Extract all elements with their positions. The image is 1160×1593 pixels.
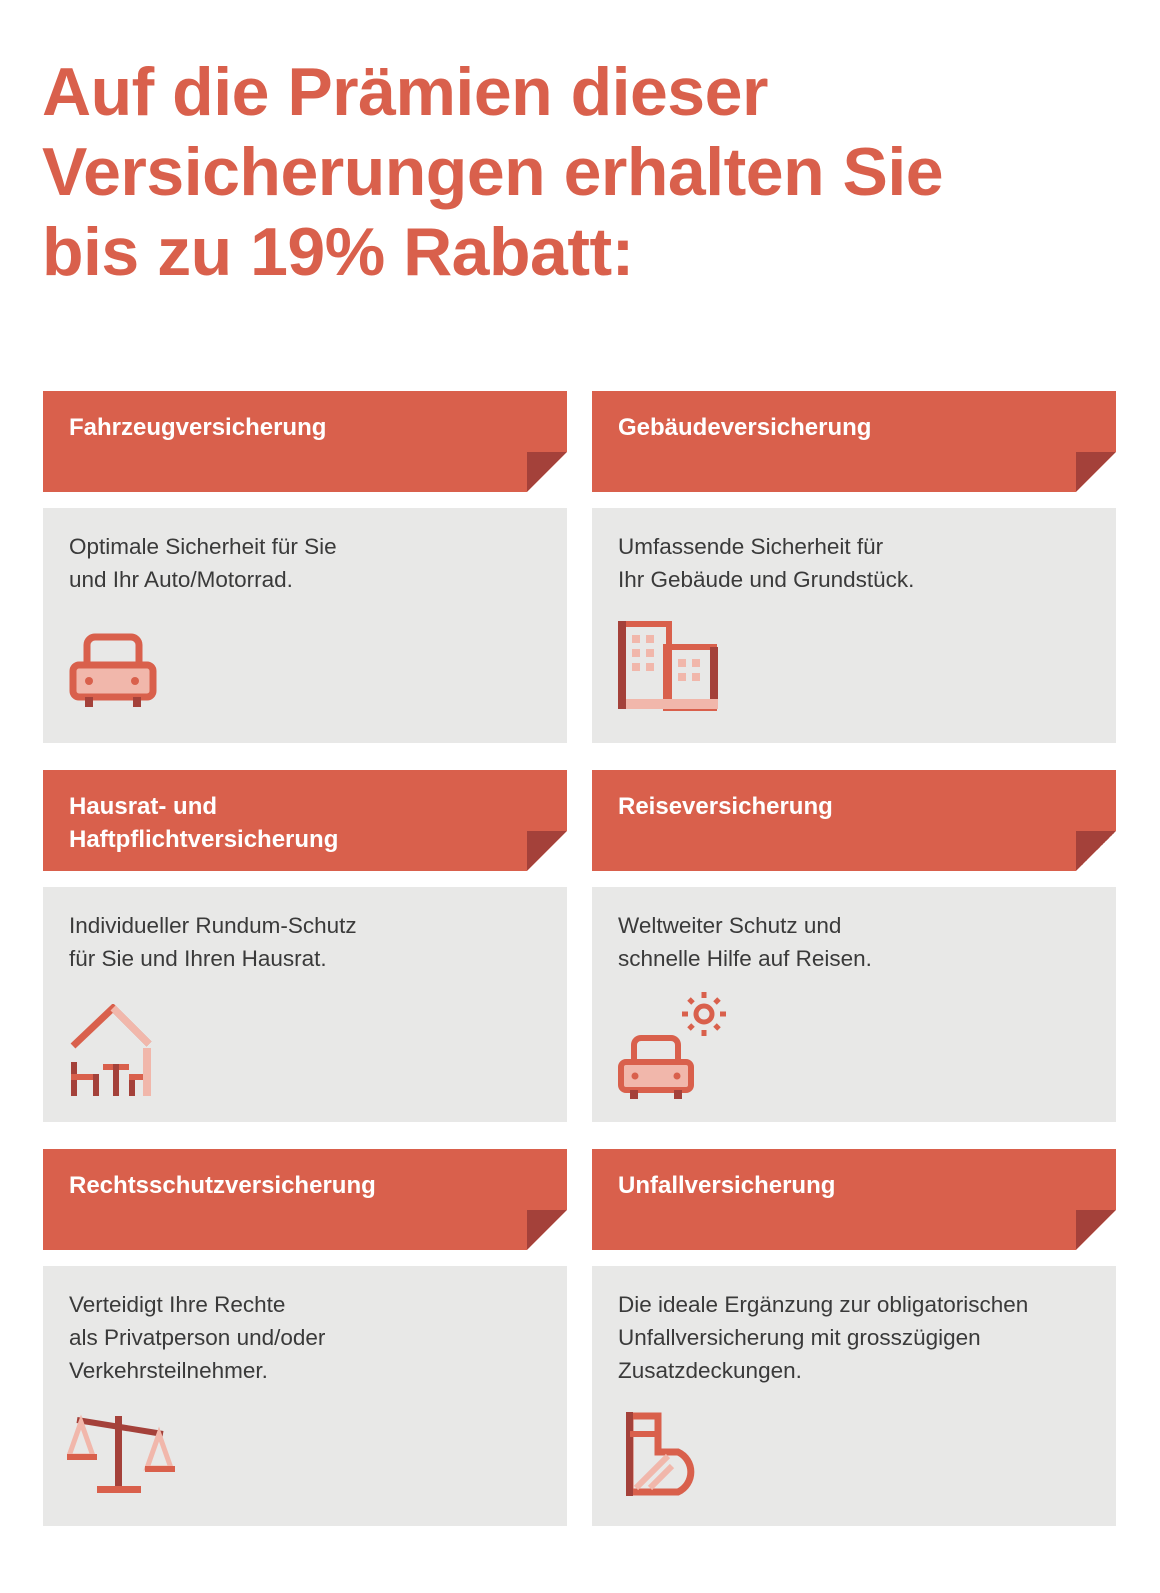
card-description: Weltweiter Schutz und schnelle Hilfe auf Reisen. — [618, 913, 872, 971]
card-header — [43, 770, 567, 871]
fold-shade — [1076, 1210, 1116, 1250]
card-title: Rechtsschutzversicherung — [69, 1172, 376, 1199]
card-body — [592, 887, 1116, 1122]
card-header — [592, 1149, 1116, 1250]
car-icon — [69, 633, 159, 713]
house-furniture-icon — [69, 1004, 153, 1100]
card-title: Fahrzeugversicherung — [69, 414, 327, 441]
card-header — [43, 1149, 567, 1250]
card-body — [43, 887, 567, 1122]
card-description: Die ideale Ergänzung zur obligatorischen Unfallversicherung mit grosszügigen Zusatzdeckungen. — [618, 1292, 1029, 1383]
card-body — [592, 508, 1116, 743]
card-body — [43, 508, 567, 743]
card-header — [43, 391, 567, 492]
fold-shade — [527, 831, 567, 871]
card-body — [43, 1266, 567, 1526]
fold-shade — [527, 452, 567, 492]
foot-cast-icon — [626, 1412, 706, 1496]
card-description: Verteidigt Ihre Rechte als Privatperson und/oder Verkehrsteilnehmer. — [69, 1292, 326, 1383]
car-sun-icon — [618, 988, 738, 1100]
card-title: Unfallversicherung — [618, 1172, 836, 1199]
card-description: Umfassende Sicherheit für Ihr Gebäude und Grundstück. — [618, 534, 915, 592]
scales-icon — [67, 1412, 177, 1498]
fold-shade — [527, 1210, 567, 1250]
card-header — [592, 770, 1116, 871]
card-title: Gebäudeversicherung — [618, 414, 872, 441]
card-description: Individueller Rundum-Schutz für Sie und Ihren Hausrat. — [69, 913, 357, 971]
fold-shade — [1076, 452, 1116, 492]
page-title: Auf die Prämien dieser Versicherungen erhalten Sie bis zu 19% Rabatt: — [42, 54, 944, 290]
card-header — [592, 391, 1116, 492]
buildings-icon — [618, 621, 718, 711]
card-title: Hausrat- und Haftpflichtversicherung — [69, 793, 339, 853]
card-title: Reiseversicherung — [618, 793, 833, 820]
fold-shade — [1076, 831, 1116, 871]
card-body — [592, 1266, 1116, 1526]
card-description: Optimale Sicherheit für Sie und Ihr Auto/Motorrad. — [69, 534, 337, 592]
